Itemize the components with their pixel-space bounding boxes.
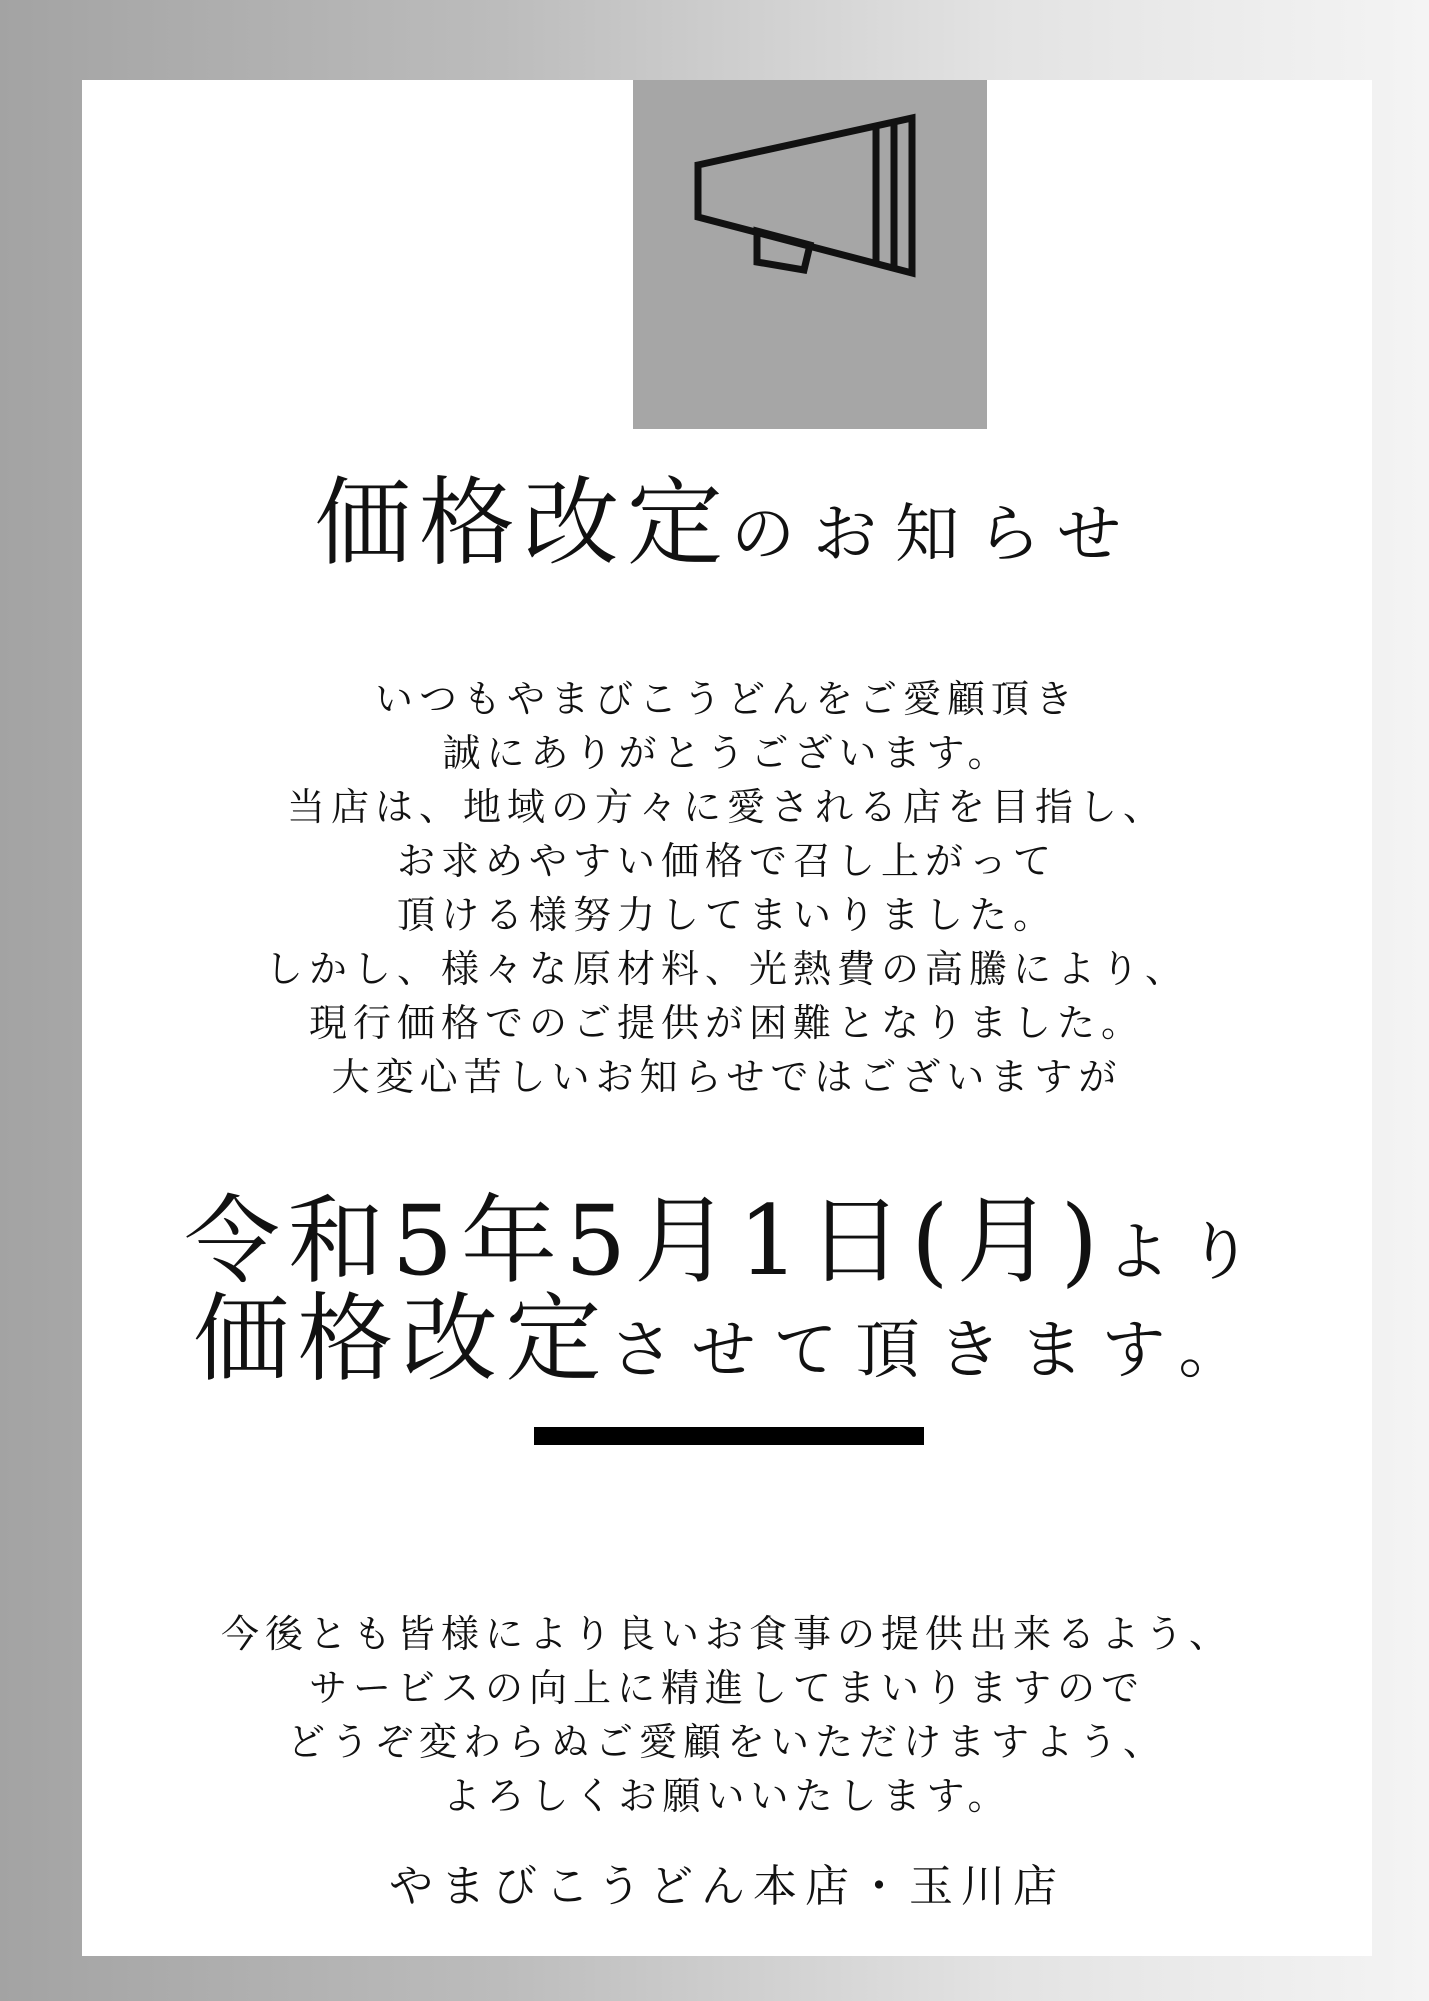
- intro-line: 当店は、地域の方々に愛される店を目指し、: [286, 785, 1167, 829]
- store-name: やまびこうどん本店・玉川店: [389, 1861, 1065, 1912]
- divider: [534, 1427, 924, 1445]
- closing-line: よろしくお願いいたします。: [442, 1774, 1012, 1818]
- notice-card: [82, 80, 1372, 1956]
- effective-date-value: 令和5年5月1日(月): [183, 1185, 1107, 1297]
- notice-title-main: 価格改定: [314, 467, 731, 579]
- effective-date-suffix: より: [1106, 1216, 1271, 1290]
- intro-line: 頂ける様努力してまいりました。: [396, 893, 1057, 937]
- intro-line: 現行価格でのご提供が困難となりました。: [308, 1001, 1145, 1045]
- closing-line: 今後とも皆様により良いお食事の提供出来るよう、: [220, 1612, 1233, 1656]
- closing-line: サービスの向上に精進してまいりますので: [308, 1666, 1145, 1710]
- intro-line: しかし、様々な原材料、光熱費の高騰により、: [264, 947, 1189, 991]
- notice-title-suffix: のお知らせ: [730, 498, 1140, 572]
- intro-line: いつもやまびこうどんをご愛顧頂き: [374, 677, 1079, 721]
- megaphone-icon: [690, 110, 930, 340]
- closing-paragraph: [82, 1607, 1372, 1823]
- announcement-line: [82, 1283, 1372, 1395]
- effective-date: [82, 1185, 1372, 1297]
- intro-line: お求めやすい価格で召し上がって: [396, 839, 1057, 883]
- icon-banner: [633, 80, 987, 429]
- intro-line: 誠にありがとうございます。: [442, 731, 1012, 775]
- announcement-action: 価格改定: [193, 1283, 610, 1395]
- announcement-action-suffix: させて頂きます。: [609, 1314, 1261, 1388]
- closing-line: どうぞ変わらぬご愛顧をいただけますよう、: [286, 1720, 1167, 1764]
- notice-title: [82, 467, 1372, 579]
- intro-line: 大変心苦しいお知らせではございますが: [331, 1055, 1123, 1099]
- intro-paragraph: [82, 672, 1372, 1104]
